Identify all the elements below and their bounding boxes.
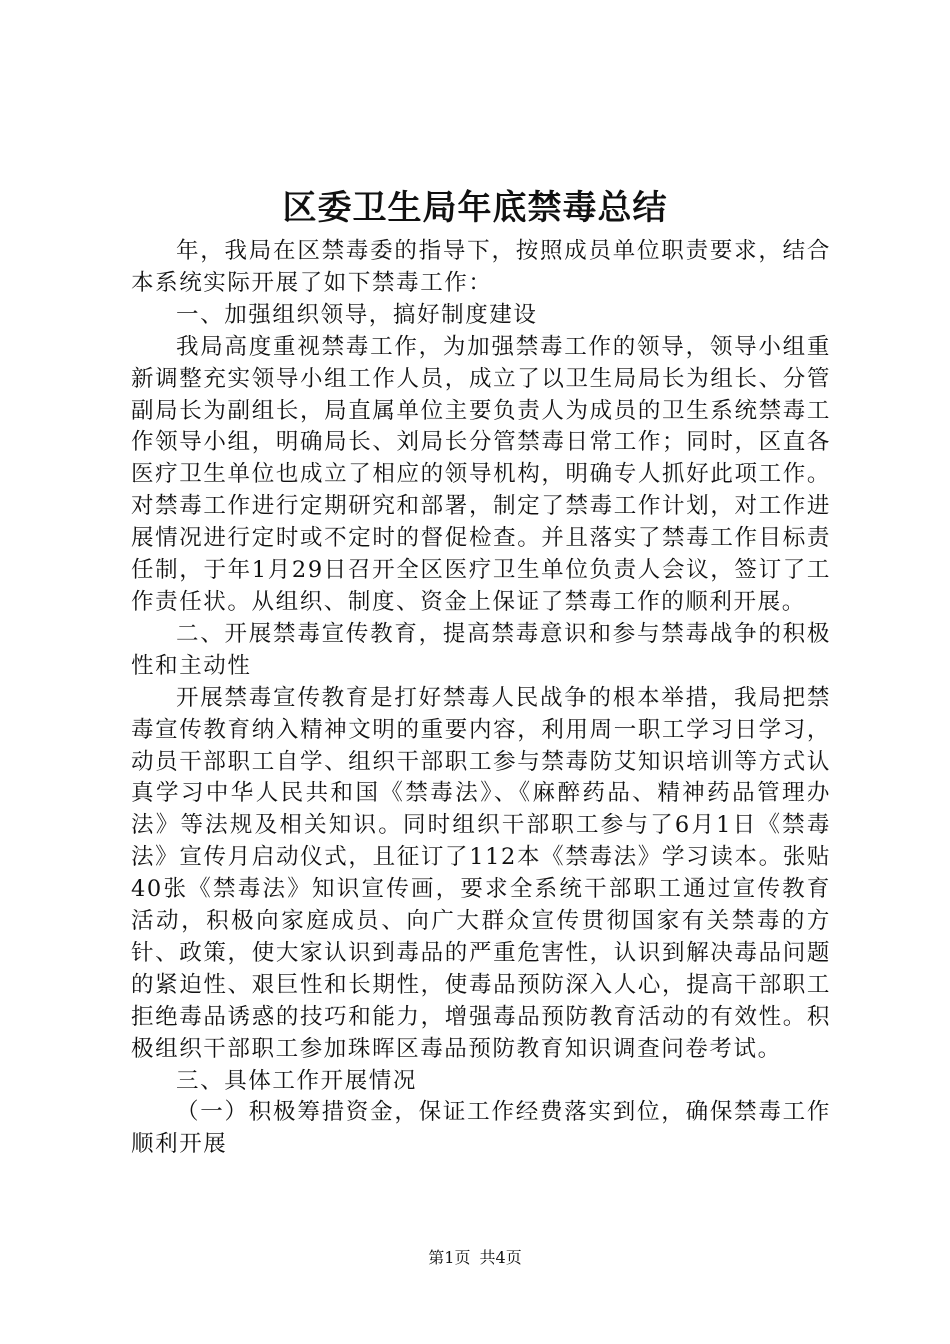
document-title: 区委卫生局年底禁毒总结: [282, 188, 668, 228]
intro-paragraph: 年，我局在区禁毒委的指导下，按照成员单位职责要求，结合本系统实际开展了如下禁毒工作：: [131, 238, 831, 296]
document-body: [131, 236, 831, 1161]
section-heading-2: 二、开展禁毒宣传教育，提高禁毒意识和参与禁毒战争的积极性和主动性: [131, 620, 831, 679]
section-heading-1: 一、加强组织领导，搞好制度建设: [176, 301, 538, 328]
page-number-footer: 第1页 共4页: [428, 1248, 522, 1267]
section-heading-3: 三、具体工作开展情况: [176, 1067, 418, 1094]
subsection-heading-1: （一）积极筹措资金，保证工作经费落实到位，确保禁毒工作顺利开展: [131, 1099, 831, 1158]
section-2-paragraph: 开展禁毒宣传教育是打好禁毒人民战争的根本举措，我局把禁毒宣传教育纳入精神文明的重要内容，利用周一职工学习日学习，动员干部职工自学、组织干部职工参与禁毒防艾知识培训等方式认真学习中华人民共和国《禁毒法》、《麻醉药品、精神药品管理办法》等法规及相关知识。同时组织干部职工参与了6月1日《禁毒法》宣传月启动仪式，且征订了112本《禁毒法》学习读本。张贴40张《禁毒法》知识宣传画，要求全系统干部职工通过宣传教育活动，积极向家庭成员、向广大群众宣传贯彻国家有关禁毒的方针、政策，使大家认识到毒品的严重危害性，认识到解决毒品问题的紧迫性、艰巨性和长期性，使毒品预防深入人心，提高干部职工拒绝毒品诱惑的技巧和能力，增强毒品预防教育活动的有效性。积极组织干部职工参加珠晖区毒品预防教育知识调查问卷考试。: [131, 684, 831, 1062]
section-1-paragraph: 我局高度重视禁毒工作，为加强禁毒工作的领导，领导小组重新调整充实领导小组工作人员，成立了以卫生局局长为组长、分管副局长为副组长，局直属单位主要负责人为成员的卫生系统禁毒工作领导小组，明确局长、刘局长分管禁毒日常工作；同时，区直各医疗卫生单位也成立了相应的领导机构，明确专人抓好此项工作。对禁毒工作进行定期研究和部署，制定了禁毒工作计划，对工作进展情况进行定时或不定时的督促检查。并且落实了禁毒工作目标责任制，于年1月29日召开全区医疗卫生单位负责人会议，签订了工作责任状。从组织、制度、资金上保证了禁毒工作的顺利开展。: [131, 333, 831, 615]
